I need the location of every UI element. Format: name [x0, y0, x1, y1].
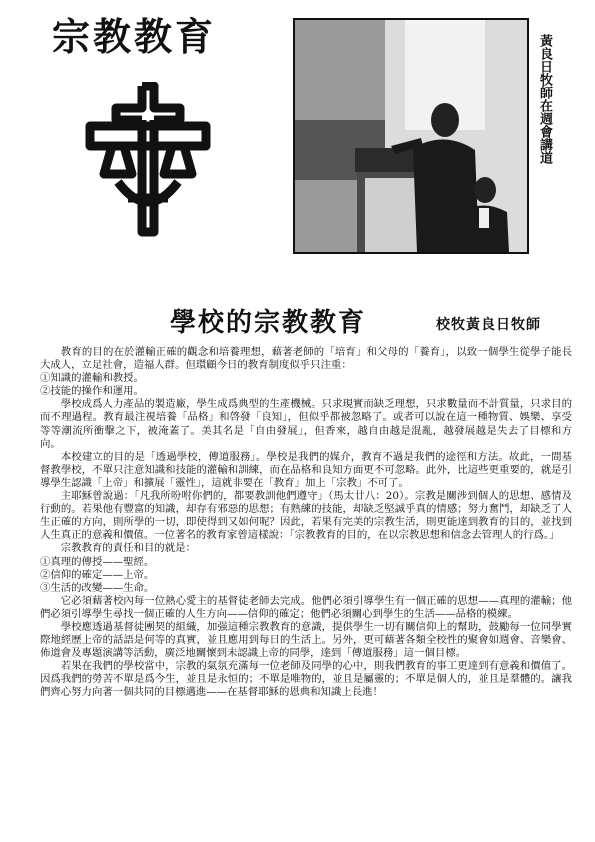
article-byline: 校牧黃良日牧師 — [436, 317, 541, 333]
article-paragraph: 主耶穌曾說過：「凡我所吩咐你們的，都要教訓他們遵守」（馬太廿八：20）。宗教是關涉到個人的思想、感情及行動的。若果他有豐富的知識，却存有邪惡的思想；有熟練的技能，却缺乏堅誠乎真的情感；努力奮鬥，却缺乏了人生正確的方向，則所學的一切，即使得到又如何呢？因此，若果有完美的宗教生活，則更能達到教育的目的，並找到人生真正的意義和價值。一位著名的教育家曾這樣說：「宗教教育的目的，在以宗教思想和信念去管理人的行爲。」 — [40, 490, 572, 542]
article-paragraph: 宗教教育的責任和目的就是： — [60, 542, 196, 555]
article-paragraph: 學校成爲人力產品的製造廠，學生成爲典型的生產機械。只求現實而缺乏理想，只求數量而不計質量，只求目的而不理過程。教育最注視培養「品格」和啓發「良知」，但似乎都被忽略了。或者可以說在這一種物質、娛樂、享受等等潮流所衝擊之下，被淹蓋了。美其名是「自由發展」，但香來，越自由越是混亂，越發展越是失去了目標和方向。 — [40, 398, 572, 450]
article-paragraph: 本校建立的目的是「透過學校，傳道服務」。學校是我們的媒介，教育不過是我們的途徑和方法。故此，一間基督教學校，不單只注意知識和技能的灌輸和訓練，而在品格和良知方面更不可忽略。此外，比這些更重要的，就是引導學生認識「上帝」和擴展「靈性」，這就非要在「教育」加上「宗教」不可了。 — [40, 450, 572, 489]
article-title: 學校的宗教教育 — [170, 308, 367, 338]
article-paragraph: 若果在我們的學校當中，宗教的氣氛充滿每一位老師及同學的心中，則我們教育的事工更達到有意義和價值了。因爲我們的勞苦不單是爲今生，並且是永恒的；不單是唯物的，並且是屬靈的；不單是個人的，並且是羣體的。讓我們齊心努力向著一個共同的目標邁進——在基督耶穌的恩典和知識上長進！ — [40, 660, 572, 699]
banner-title: 宗教教育 — [52, 15, 217, 59]
cross-emblem-icon — [84, 82, 212, 242]
pastor-at-pulpit-photo — [293, 18, 529, 254]
list-item: ②信仰的確定——上帝。 — [40, 568, 155, 581]
photo-caption: 黃良日牧師在週會講道 — [537, 34, 552, 164]
article-body — [40, 346, 572, 700]
article-paragraph: 學校應透過基督徒團契的組織，加强這種宗教教育的意識，提供學生一切有關信仰上的幫助，鼓勵每一位同學實際地經歷上帝的話語是何等的真實，並且應用到每日的生活上。另外，更可藉著各類全校性的聚會如週會、音樂會、佈道會及專題演講等活動，廣泛地關懷到未認識上帝的同學，達到「傳道服務」這一個目標。 — [40, 620, 572, 660]
list-item: ②技能的操作和運用。 — [40, 385, 144, 398]
list-item: ①知識的灌輸和教授。 — [40, 372, 144, 385]
list-item: ①真理的傳授——聖經。 — [40, 555, 155, 568]
article-paragraph: 教育的目的在於灌輸正確的觀念和培養理想，藉著老師的「培育」和父母的「養育」，以致一個學生從學子能長大成人，立足社會，造福人群。但環顧今日的教育制度似乎只注重： — [40, 346, 572, 372]
list-item: ③生活的改變——生命。 — [40, 581, 155, 594]
article-paragraph: 它必須藉著校內每一位熱心愛主的基督徒老師去完成。他們必須引導學生有一個正確的思想——真理的灌輸；他們必須引導學生尋找一個正確的人生方向——信仰的確定；他們必須關心到學生的生活——品格的模練。 — [40, 594, 572, 620]
